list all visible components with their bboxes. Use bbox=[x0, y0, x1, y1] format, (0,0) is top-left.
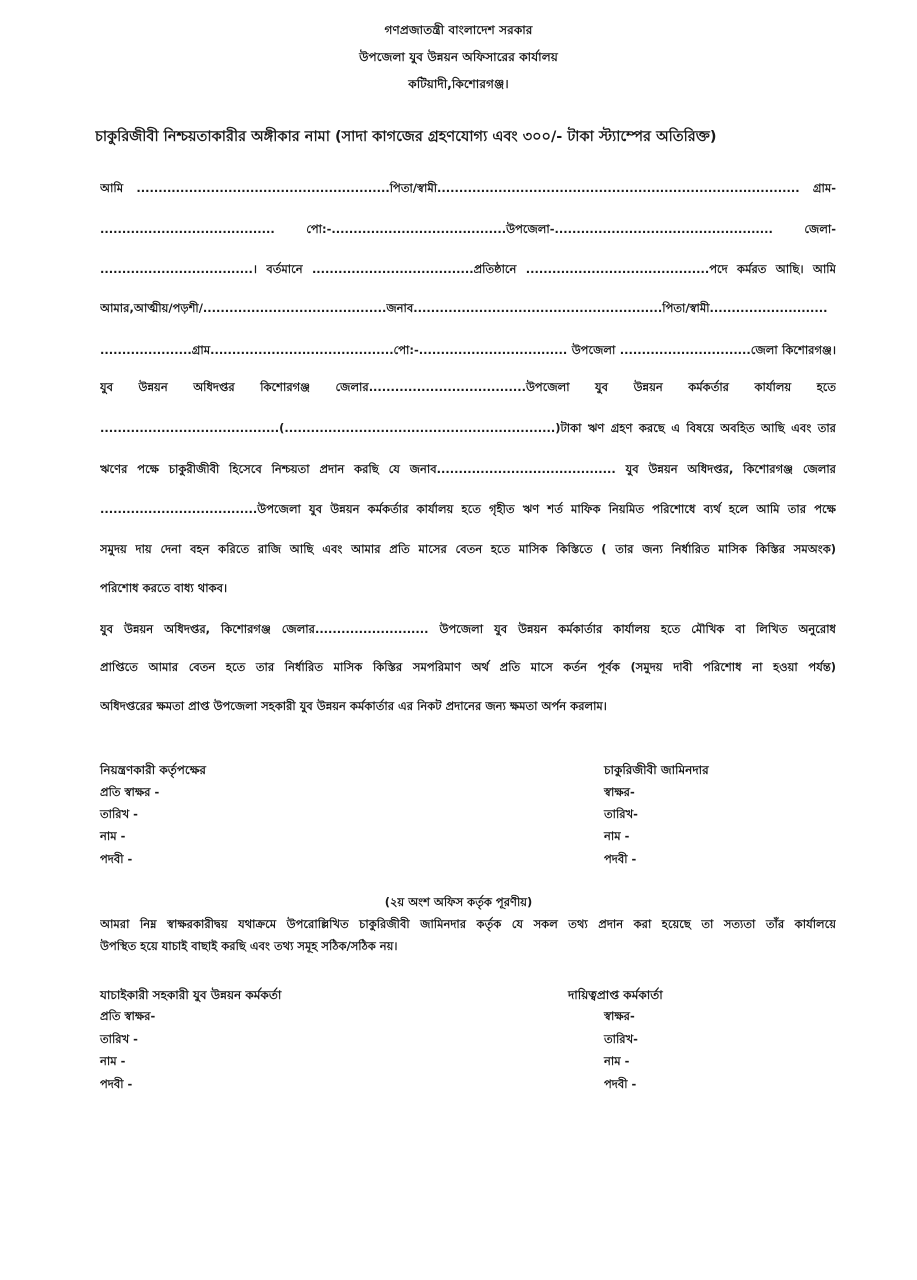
sig1-left-field-date: তারিখ - bbox=[100, 807, 138, 821]
sig2-right-heading: দায়িত্বপ্রাপ্ত কর্মকার্তা bbox=[568, 988, 663, 1002]
body-line-5: .....................গ্রাম..........................................পো:-.................................. উপজেলা ..............................জেলা কিশোরগঞ্জ। bbox=[100, 343, 836, 357]
body-line-12: যুব উন্নয়ন অধিদপ্তর, কিশোরগঞ্জ জেলার.......................... উপজেলা যুব উন্নয়ন কর্মকার্তার কার্যালয় হতে মৌখিক বা লিখিত অনুরোধ bbox=[100, 622, 836, 636]
body-line-9: ....................................উপজেলা যুব উন্নয়ন কর্মকর্তার কার্যালয় হতে গৃহীত ঋণ শর্ত মাফিক নিয়মিত পরিশোধে ব্যর্থ হলে আমি তার পক্ষে bbox=[100, 502, 836, 516]
sig2-right-field-designation: পদবী - bbox=[604, 1077, 637, 1091]
sig2-left-field-designation: পদবী - bbox=[100, 1077, 133, 1091]
part2-heading: (২য় অংশ অফিস কর্তৃক পূরণীয়) bbox=[384, 895, 533, 909]
body-line-8: ঋণের পক্ষে চাকুরীজীবী হিসেবে নিশ্চয়তা প্রদান করছি যে জনাব......................................... যুব উন্নয়ন অধিদপ্তর, কিশোরগঞ্জ জেলার bbox=[100, 462, 836, 476]
body-line-10: সমুদয় দায় দেনা বহন করিতে রাজি আছি এবং আমার প্রতি মাসের বেতন হতে মাসিক কিস্তিতে ( তার জন্য নির্ধারিত মাসিক কিস্তির সমঅংক) bbox=[100, 542, 836, 556]
body-line-1: আমি ..........................................................পিতা/স্বামী................................................................................... গ্রাম- bbox=[100, 181, 836, 195]
sig1-left-field-name: নাম - bbox=[100, 829, 126, 843]
body-line-3: ...................................। বর্তমানে .....................................প্রতিষ্ঠানে ..........................................পদে কর্মরত আছি। আমি bbox=[100, 262, 836, 276]
sig2-left-field-name: নাম - bbox=[100, 1054, 126, 1068]
part2-line-2: উপস্থিত হয়ে যাচাই বাছাই করছি এবং তথ্য সমূহ সঠিক/সঠিক নয়। bbox=[100, 939, 398, 953]
sig2-left-field-date: তারিখ - bbox=[100, 1032, 138, 1046]
sig2-left-field-signature: প্রতি স্বাক্ষর- bbox=[100, 1009, 156, 1023]
header-office: উপজেলা যুব উন্নয়ন অফিসারের কার্যালয় bbox=[359, 50, 558, 64]
sig1-right-field-date: তারিখ- bbox=[604, 807, 638, 821]
sig2-left-heading: যাচাইকারী সহকারী যুব উন্নয়ন কর্মকর্তা bbox=[100, 988, 282, 1002]
sig2-right-field-signature: স্বাক্ষর- bbox=[604, 1009, 635, 1023]
body-line-13: প্রাপ্তিতে আমার বেতন হতে তার নির্ধারিত মাসিক কিস্তির সমপরিমাণ অর্থ প্রতি মাসে কর্তন পূর্বক (সমুদয় দাবী পরিশোধ না হওয়া পর্যন্ত) bbox=[100, 660, 836, 674]
body-line-2: ........................................ পো:-........................................উপজেলা-.................................................. জেলা- bbox=[100, 222, 836, 236]
header-government: গণপ্রজাতন্ত্রী বাংলাদেশ সরকার bbox=[384, 23, 533, 37]
sig1-right-field-designation: পদবী - bbox=[604, 852, 637, 866]
sig1-right-field-signature: স্বাক্ষর- bbox=[604, 785, 635, 799]
sig1-left-heading: নিয়ন্ত্রণকারী কর্তৃপক্ষের bbox=[100, 763, 207, 777]
header-location: কটিয়াদী,কিশোরগঞ্জ। bbox=[408, 77, 509, 91]
part2-line-1: আমরা নিম্ন স্বাক্ষরকারীদ্বয় যথাক্রমে উপরোল্লিখিত চাকুরিজীবী জামিনদার কর্তৃক যে সকল তথ্য প্রদান করা হয়েছে তা সত্যতা তাঁর কার্যালয়ে bbox=[100, 917, 836, 931]
sig1-left-field-designation: পদবী - bbox=[100, 852, 133, 866]
sig2-right-field-name: নাম - bbox=[604, 1054, 630, 1068]
form-title: চাকুরিজীবী নিশ্চয়তাকারীর অঙ্গীকার নামা (সাদা কাগজের গ্রহণযোগ্য এবং ৩০০/- টাকা স্ট্যাম্পের অতিরিক্ত) bbox=[95, 129, 717, 145]
body-line-4: আমার,আত্মীয়/পড়শী/..........................................জনাব.........................................................পিতা/স্বামী........................... bbox=[100, 301, 828, 315]
sig2-right-field-date: তারিখ- bbox=[604, 1032, 638, 1046]
body-line-14: অধিদপ্তরের ক্ষমতা প্রাপ্ত উপজেলা সহকারী যুব উন্নয়ন কর্মকার্তার এর নিকট প্রদানের জন্য ক্ষমতা অর্পন করলাম। bbox=[100, 699, 607, 713]
body-line-7: .........................................(..............................................................)টাকা ঋণ গ্রহণ করছে এ বিষয়ে অবহিত আছি এবং তার bbox=[100, 421, 836, 435]
sig1-right-field-name: নাম - bbox=[604, 829, 630, 843]
body-line-6: যুব উন্নয়ন অধিদপ্তর কিশোরগঞ্জ জেলার....................................উপজেলা যুব উন্নয়ন কর্মকর্তার কার্যালয় হতে bbox=[100, 380, 836, 394]
sig1-left-field-signature: প্রতি স্বাক্ষর - bbox=[100, 785, 160, 799]
body-line-11: পরিশোধ করতে বাধ্য থাকব। bbox=[100, 581, 228, 595]
sig1-right-heading: চাকুরিজীবী জামিনদার bbox=[604, 763, 709, 777]
